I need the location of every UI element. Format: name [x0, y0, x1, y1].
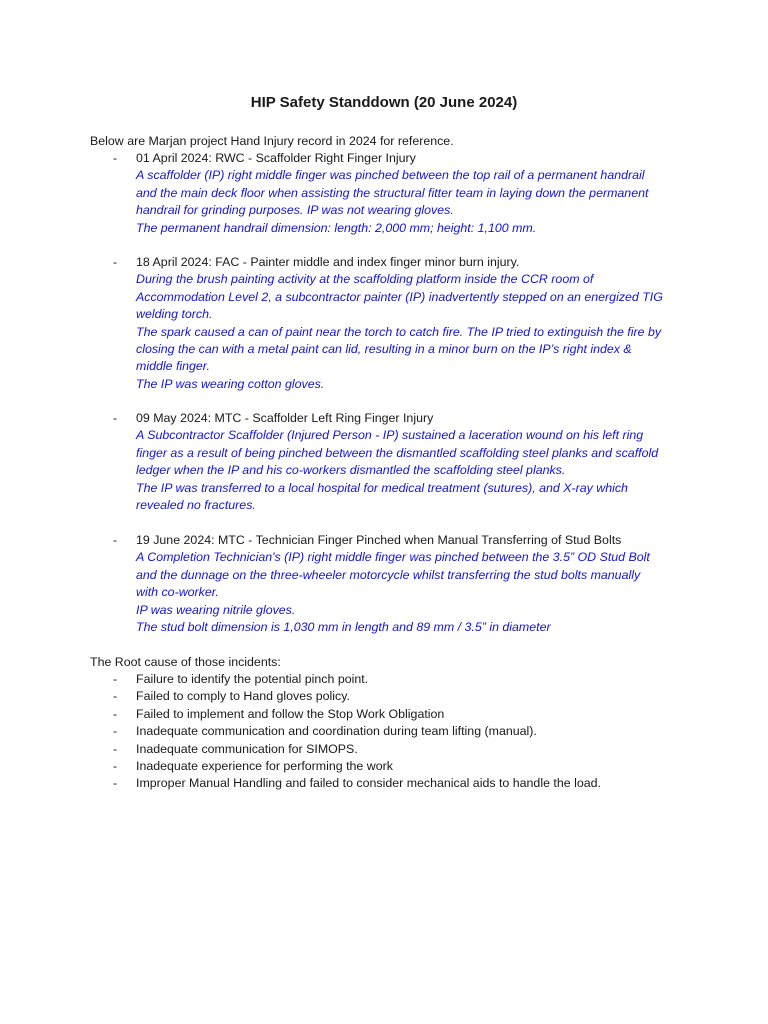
incident-detail-line: A Subcontractor Scaffolder (Injured Person - IP) sustained a laceration wound on his left ring [136, 428, 644, 443]
incident-detail-line: The stud bolt dimension is 1,030 mm in length and 89 mm / 3.5” in diameter [136, 620, 551, 635]
root-cause-text: Improper Manual Handling and failed to consider mechanical aids to handle the load. [136, 776, 601, 791]
root-cause-text: Inadequate communication for SIMOPS. [136, 741, 358, 756]
incident-detail-line: Accommodation Level 2, a subcontractor painter (IP) inadvertently stepped on an energized TIG [136, 289, 663, 304]
incident-item [0, 254, 768, 393]
incident-detail-line: finger as a result of being pinched between the dismantled scaffolding steel planks and scaffold [136, 445, 659, 460]
incident-detail-line: with co-worker. [136, 585, 219, 600]
root-cause-item [0, 706, 768, 723]
root-cause-title: The Root cause of those incidents: [90, 655, 281, 669]
bullet-dash: - [113, 672, 118, 686]
incident-detail-line: The IP was wearing cotton gloves. [136, 376, 325, 391]
bullet-dash: - [113, 255, 118, 269]
incident-detail-line: closing the can with a metal paint can lid, resulting in a minor burn on the IP’s right index & [136, 342, 632, 357]
bullet-dash: - [113, 689, 118, 704]
bullet-dash: - [113, 758, 118, 773]
incident-detail-line: and the main deck floor when assisting the structural fitter team in laying down the permanent [136, 185, 649, 200]
incident-heading: 19 June 2024: MTC - Technician Finger Pinched when Manual Transferring of Stud Bolts [136, 533, 622, 547]
incident-detail-line: handrail for grinding purposes. IP was not wearing gloves. [136, 203, 454, 218]
root-cause-text: Inadequate experience for performing the work [136, 758, 393, 773]
incident-detail-line: and the dunnage on the three-wheeler motorcycle whilst transferring the stud bolts manually [136, 567, 641, 582]
incident-detail-line: welding torch. [136, 307, 213, 322]
bullet-dash: - [113, 724, 118, 739]
incident-heading: 09 May 2024: MTC - Scaffolder Left Ring Finger Injury [136, 411, 434, 425]
root-cause-item [0, 741, 768, 758]
document-title: HIP Safety Standdown (20 June 2024) [250, 94, 518, 111]
incident-detail-line: During the brush painting activity at the scaffolding platform inside the CCR room of [136, 272, 594, 287]
bullet-dash: - [113, 741, 118, 756]
incident-detail-line: IP was wearing nitrile gloves. [136, 602, 296, 617]
incident-detail-line: ledger when the IP and his co-workers dismantled the scaffolding steel planks. [136, 463, 566, 478]
root-cause-item [0, 688, 768, 705]
incident-detail-line: The permanent handrail dimension: length: 2,000 mm; height: 1,100 mm. [136, 220, 537, 235]
root-cause-item [0, 671, 768, 688]
root-cause-item [0, 775, 768, 792]
incident-detail-line: A scaffolder (IP) right middle finger was pinched between the top rail of a permanent handrail [136, 168, 645, 183]
root-cause-item [0, 758, 768, 775]
incident-item [0, 532, 768, 636]
root-cause-item [0, 723, 768, 740]
bullet-dash: - [113, 776, 118, 791]
root-cause-list [0, 671, 768, 793]
root-cause-text: Inadequate communication and coordination during team lifting (manual). [136, 724, 537, 739]
incident-heading: 01 April 2024: RWC - Scaffolder Right Finger Injury [136, 151, 416, 165]
bullet-dash: - [113, 706, 118, 721]
bullet-dash: - [113, 533, 118, 547]
root-cause-text: Failure to identify the potential pinch point. [136, 672, 369, 686]
incident-detail-line: The IP was transferred to a local hospital for medical treatment (sutures), and X-ray which [136, 480, 628, 495]
bullet-dash: - [113, 411, 118, 425]
root-cause-text: Failed to implement and follow the Stop Work Obligation [136, 706, 445, 721]
incident-detail-line: A Completion Technician's (IP) right middle finger was pinched between the 3.5” OD Stud Bolt [136, 550, 650, 565]
intro-text: Below are Marjan project Hand Injury record in 2024 for reference. [90, 134, 454, 148]
incident-heading: 18 April 2024: FAC - Painter middle and index finger minor burn injury. [136, 255, 520, 269]
bullet-dash: - [113, 151, 118, 165]
root-cause-text: Failed to comply to Hand gloves policy. [136, 689, 350, 704]
incident-detail-line: middle finger. [136, 359, 210, 374]
incident-item [0, 410, 768, 514]
incident-item [0, 150, 768, 237]
incident-detail-line: revealed no fractures. [136, 498, 256, 513]
incident-detail-line: The spark caused a can of paint near the torch to catch fire. The IP tried to extinguish the fire by [136, 324, 662, 339]
